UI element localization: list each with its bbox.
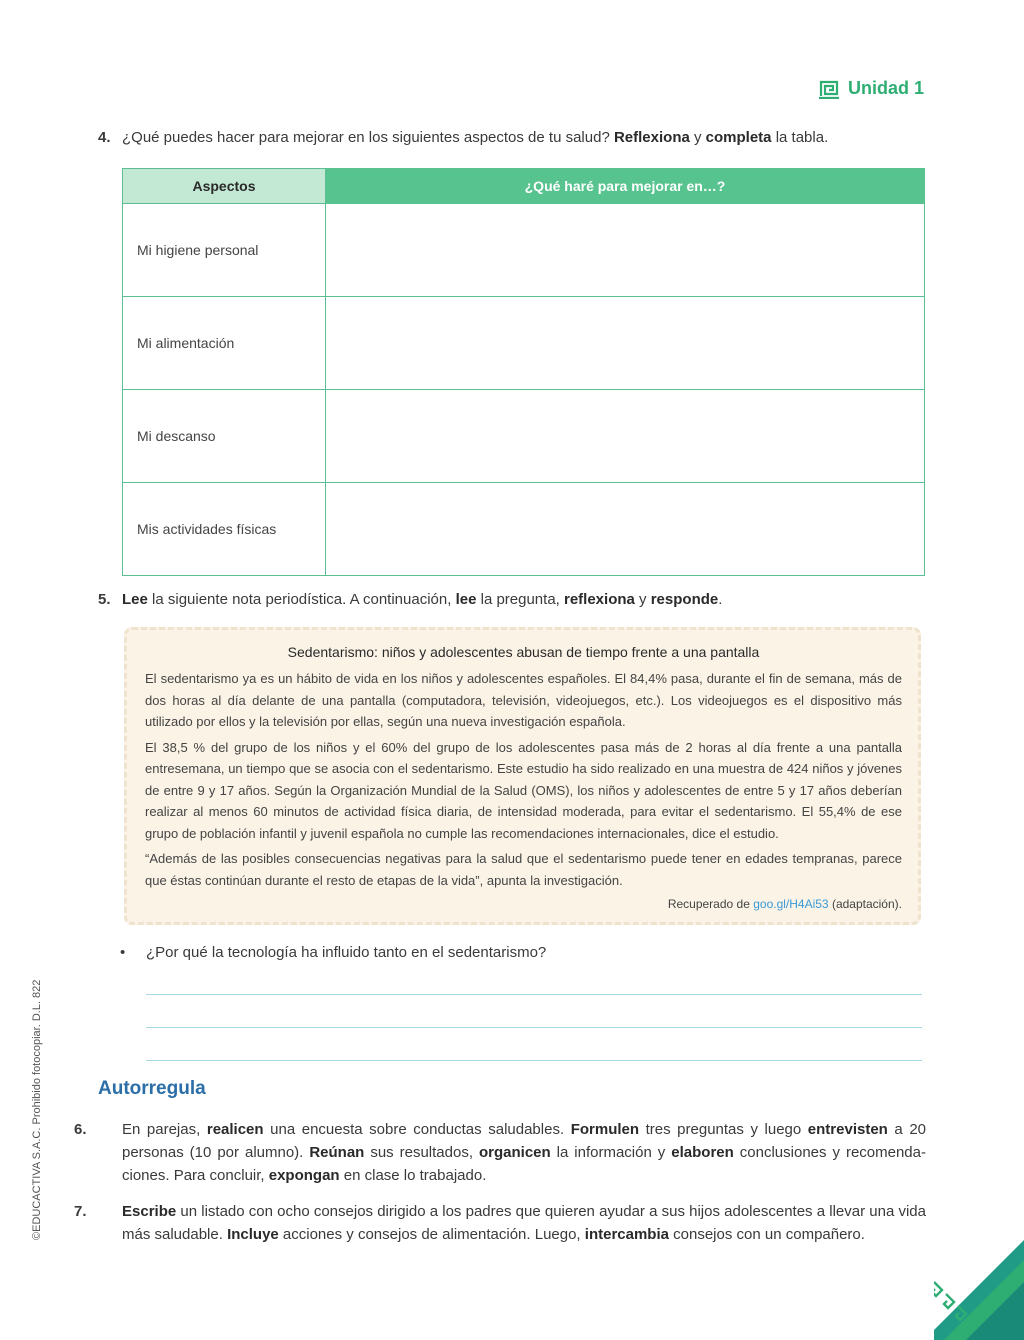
question-text: tres preguntas y luego [639, 1121, 808, 1138]
answer-cell[interactable] [326, 390, 925, 483]
table-row [123, 204, 925, 297]
question-text: y [634, 591, 651, 608]
source-link[interactable]: goo.gl/H4Ai53 [753, 897, 829, 911]
question-text: y [689, 129, 706, 146]
aspect-label: Mi descanso [123, 390, 326, 483]
question-text: consejos con un compañero. [668, 1226, 865, 1243]
news-paragraph: El sedentarismo ya es un hábito de vida en los niños y adolescentes españoles. El 84,4% pasa, durante el fin de semana, más de dos horas al día delante de una pantalla (computadora, televisión, videojuegos, etc.). Los videojuegos es el dispositivo más utilizado por ellos y la televisión por ellas, según una nueva investigación española. [145, 671, 902, 729]
question-keyword: Formulen [570, 1121, 640, 1138]
question-keyword: Lee [122, 591, 148, 608]
question-text: la información y [550, 1144, 672, 1161]
column-header-improve: ¿Qué haré para mejorar en…? [326, 169, 925, 204]
question-text: conclusiones y recomendaciones. Para concluir, [122, 1144, 926, 1184]
question-keyword: entrevisten [807, 1121, 888, 1138]
question-keyword: realicen [206, 1121, 264, 1138]
aspects-table [122, 168, 925, 576]
question-keyword: Escribe [122, 1203, 177, 1220]
question-number: 6. [74, 1121, 87, 1138]
section-heading: Autorregula [98, 1078, 206, 1099]
question-6 [74, 1118, 927, 1187]
news-title: Sedentarismo: niños y adolescentes abusan de tiempo frente a una pantalla [287, 644, 760, 660]
question-keyword: responde [650, 591, 719, 608]
answer-cell[interactable] [326, 297, 925, 390]
question-text: un listado con ocho consejos dirigido a los padres que quieren ayudar a sus hijos adolescentes a llevar una vida más saludable. [122, 1203, 926, 1243]
question-text: ¿Qué puedes hacer para mejorar en los siguientes aspectos de tu salud? [122, 129, 614, 146]
question-text: la tabla. [771, 129, 829, 146]
source-prefix: Recuperado de [667, 897, 754, 911]
table-row [123, 483, 925, 576]
question-text: a 20 personas (10 por alumno). [122, 1121, 927, 1161]
bullet-icon: • [120, 944, 126, 961]
question-keyword: reflexiona [564, 591, 635, 608]
question-number: 4. [98, 129, 111, 146]
column-header-aspects: Aspectos [123, 169, 326, 204]
question-keyword: elaboren [671, 1144, 734, 1161]
question-keyword: expongan [268, 1167, 340, 1184]
news-paragraph: El 38,5 % del grupo de los niños y el 60% del grupo de los adolescentes pasa más de 2 horas al día frente a una pantalla entresemana, un tiempo que se asocia con el sedentarismo. Este estudio ha sido realizado en una muestra de 424 niños y jóvenes de entre 9 y 17 años. Según la Organización Mundial de la Salud (OMS), los niños y adolescentes de entre 5 y 17 años deberían realizar al menos 60 minutos de actividad física diaria, de intensidad moderada, para evitar el sedentarismo. El 55,4% de ese grupo de población infantil y juvenil española no cumple las recomendaciones internacionales, dice el estudio. [145, 739, 902, 841]
copyright-note: ©EDUCACTIVA S.A.C. Prohibido fotocopiar. D.L. 822 [31, 979, 43, 1240]
question-5 [98, 588, 722, 611]
bullet-question-text: ¿Por qué la tecnología ha influido tanto en el sedentarismo? [146, 944, 547, 961]
aspect-label: Mi alimentación [123, 297, 326, 390]
question-text: sus resultados, [364, 1144, 479, 1161]
answer-line[interactable] [146, 1060, 922, 1061]
page-number: 13 [977, 1261, 992, 1276]
bullet-question [120, 944, 546, 961]
table-row [123, 297, 925, 390]
unit-label: Unidad 1 [847, 78, 924, 98]
question-6-body [74, 1118, 927, 1187]
table-row [123, 390, 925, 483]
source-suffix: (adaptación). [828, 897, 902, 911]
question-text: En parejas, [122, 1121, 207, 1138]
question-7 [74, 1200, 926, 1246]
question-text: la pregunta, [476, 591, 564, 608]
question-number: 7. [74, 1203, 87, 1220]
question-text: acciones y consejos de alimentación. Luego, [278, 1226, 585, 1243]
question-keyword: organicen [478, 1144, 551, 1161]
table-header-row [123, 169, 925, 204]
aspect-label: Mis actividades físicas [123, 483, 326, 576]
question-7-body [74, 1200, 926, 1246]
question-keyword: intercambia [584, 1226, 669, 1243]
question-4 [98, 126, 828, 149]
news-article [124, 627, 921, 925]
answer-line[interactable] [146, 1027, 922, 1028]
question-text: la siguiente nota periodística. A continuación, [147, 591, 456, 608]
answer-cell[interactable] [326, 483, 925, 576]
question-number: 5. [98, 591, 111, 608]
unit-header [818, 78, 924, 99]
answer-cell[interactable] [326, 204, 925, 297]
question-keyword: Reflexiona [613, 129, 690, 146]
question-keyword: Reúnan [309, 1144, 365, 1161]
answer-line[interactable] [146, 994, 922, 995]
news-source [145, 897, 902, 911]
question-text: una encuesta sobre conductas saludables. [263, 1121, 571, 1138]
question-text: en clase lo trabajado. [339, 1167, 487, 1184]
question-text: . [718, 591, 723, 608]
question-keyword: completa [705, 129, 772, 146]
question-keyword: Incluye [227, 1226, 279, 1243]
question-keyword: lee [455, 591, 477, 608]
greek-key-icon [818, 79, 840, 99]
news-paragraph: “Además de las posibles consecuencias negativas para la salud que el sedentarismo puede tener en edades tempranas, parece que éstas continúan durante el resto de etapas de la vida”, apunta la investigación. [145, 851, 902, 888]
aspect-label: Mi higiene personal [123, 204, 326, 297]
